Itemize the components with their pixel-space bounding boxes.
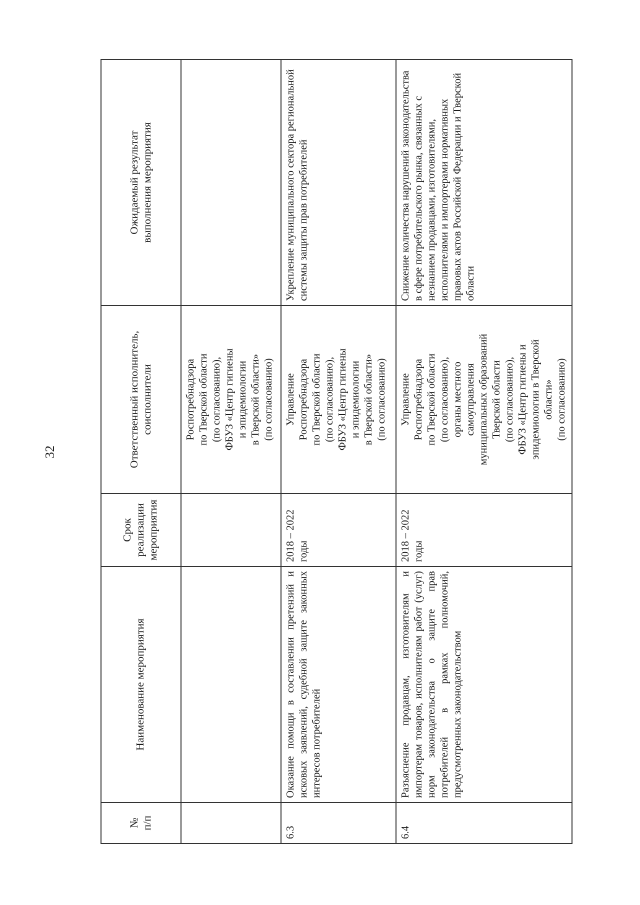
row-name	[181, 567, 281, 803]
table-row	[396, 60, 572, 844]
row-result	[181, 60, 281, 306]
rotated-table-wrapper	[101, 60, 568, 844]
header-term: Срок реализации мероприятия	[101, 494, 181, 567]
header-name: Наименование мероприятия	[101, 567, 181, 803]
row-exec: Роспотребнадзора по Тверской области (по согласованию), ФБУЗ «Центр гигиены и эпидемиологии в Тверской области» (по согласованию)	[181, 306, 281, 494]
row-exec: Управление Роспотребнадзора по Тверской области (по согласованию), ФБУЗ «Центр гигиены и эпидемиологии в Тверской области» (по согласованию)	[281, 306, 396, 494]
header-result: Ожидаемый результат выполнения мероприятия	[101, 60, 181, 306]
measures-table	[101, 59, 573, 844]
header-num: № п/п	[101, 803, 181, 844]
row-num: 6.3	[281, 803, 396, 844]
row-name: Оказание помощи в составлении претензий и исковых заявлений, судебной защите законных интересов потребителей	[281, 567, 396, 803]
row-exec: Управление Роспотребнадзора по Тверской области (по согласованию), органы местного самоуправления муниципальных образований Тверской области (по согласованию), ФБУЗ «Центр гигиены и эпидемиологии в Тверской области» (по согласованию)	[396, 306, 572, 494]
row-num: 6.4	[396, 803, 572, 844]
page-number: 32	[42, 445, 57, 459]
row-num	[181, 803, 281, 844]
table-header-row	[101, 60, 181, 844]
row-term: 2018 – 2022 годы	[281, 494, 396, 567]
table-row	[181, 60, 281, 844]
row-name: Разъяснение продавцам, изготовителям и импортерам товаров, исполнителям работ (услуг) норм законодательства о защите прав потребителей в рамках полномочий, предусмотренных законодательством	[396, 567, 572, 803]
header-exec: Ответственный исполнитель, соисполнители	[101, 306, 181, 494]
row-term	[181, 494, 281, 567]
row-result: Снижение количества нарушений законодательства в сфере потребительского рынка, связанных с незнанием продавцами, изготовителями, исполнителями и импортерами нормативных правовых актов Российской Федерации и Тверской области	[396, 60, 572, 306]
table-row	[281, 60, 396, 844]
row-term: 2018 – 2022 годы	[396, 494, 572, 567]
row-result: Укрепление муниципального сектора региональной системы защиты прав потребителей	[281, 60, 396, 306]
